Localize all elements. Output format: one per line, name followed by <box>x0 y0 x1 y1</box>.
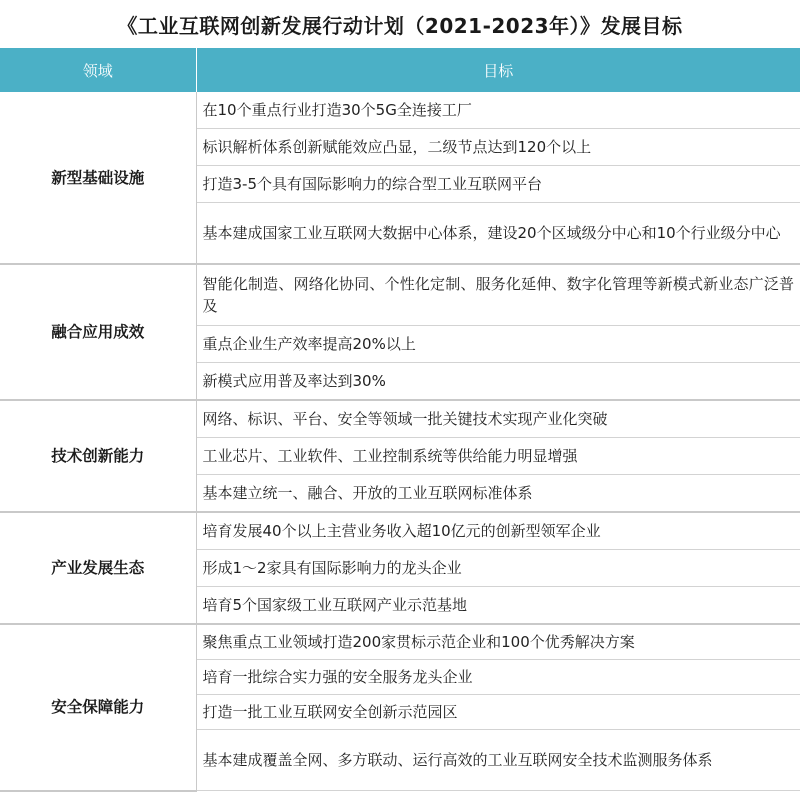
goal-cell: 打造3-5个具有国际影响力的综合型工业互联网平台 <box>196 166 800 203</box>
domain-cell-security: 安全保障能力 <box>0 624 196 791</box>
goal-cell: 智能化制造、网络化协同、个性化定制、服务化延伸、数字化管理等新模式新业态广泛普及 <box>196 264 800 326</box>
goals-table <box>0 48 800 792</box>
goal-cell: 新模式应用普及率达到30% <box>196 363 800 401</box>
table-row <box>0 400 800 438</box>
goal-cell: 标识解析体系创新赋能效应凸显，二级节点达到120个以上 <box>196 129 800 166</box>
page-title: 《工业互联网创新发展行动计划（2021-2023年）》发展目标 <box>117 13 683 38</box>
goal-cell: 基本建成国家工业互联网大数据中心体系，建设20个区域级分中心和10个行业级分中心 <box>196 203 800 265</box>
goal-cell: 网络、标识、平台、安全等领域一批关键技术实现产业化突破 <box>196 400 800 438</box>
goal-cell: 培育一批综合实力强的安全服务龙头企业 <box>196 660 800 695</box>
domain-cell-application: 融合应用成效 <box>0 264 196 400</box>
column-header-domain: 领域 <box>0 48 196 92</box>
table-row <box>0 624 800 660</box>
goal-cell: 打造一批工业互联网安全创新示范园区 <box>196 695 800 730</box>
table-row <box>0 264 800 326</box>
goal-cell: 基本建立统一、融合、开放的工业互联网标准体系 <box>196 475 800 513</box>
goal-cell: 工业芯片、工业软件、工业控制系统等供给能力明显增强 <box>196 438 800 475</box>
goal-cell: 重点企业生产效率提高20%以上 <box>196 326 800 363</box>
goal-cell: 培育发展40个以上主营业务收入超10亿元的创新型领军企业 <box>196 512 800 550</box>
domain-cell-ecosystem: 产业发展生态 <box>0 512 196 624</box>
goal-cell: 聚焦重点工业领域打造200家贯标示范企业和100个优秀解决方案 <box>196 624 800 660</box>
table-row <box>0 92 800 129</box>
goal-cell: 培育5个国家级工业互联网产业示范基地 <box>196 587 800 625</box>
goal-cell: 基本建成覆盖全网、多方联动、运行高效的工业互联网安全技术监测服务体系 <box>196 730 800 791</box>
goal-cell: 在10个重点行业打造30个5G全连接工厂 <box>196 92 800 129</box>
table-header-row <box>0 48 800 92</box>
domain-cell-infrastructure: 新型基础设施 <box>0 92 196 264</box>
goal-cell: 形成1～2家具有国际影响力的龙头企业 <box>196 550 800 587</box>
column-header-goal: 目标 <box>196 48 800 92</box>
domain-cell-innovation: 技术创新能力 <box>0 400 196 512</box>
table-row <box>0 512 800 550</box>
